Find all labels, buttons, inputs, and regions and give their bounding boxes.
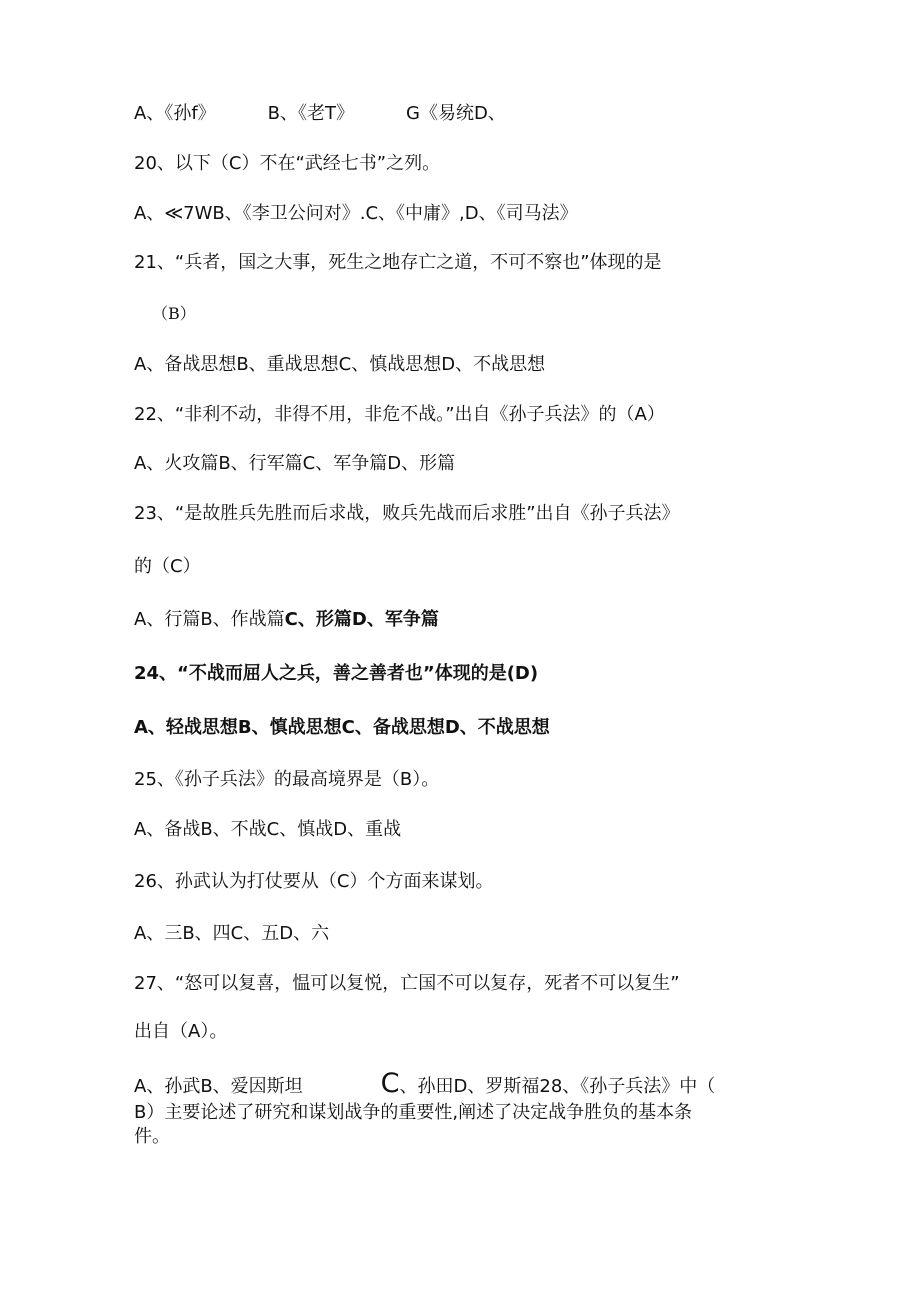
option-b: B、《老T》 — [267, 103, 354, 124]
options-part-1: A、孙武B、爱因斯坦 — [134, 1076, 303, 1097]
answer-options-20: A、≪7WB、《李卫公问对》.C、《中庸》,D、《司马法》 — [134, 203, 578, 224]
question-23: 23、“是故胜兵先胜而后求战，败兵先战而后求胜”出自《孙子兵法》 — [134, 503, 680, 524]
answer-options-21: A、备战思想B、重战思想C、慎战思想D、不战思想 — [134, 354, 546, 375]
question-21: 21、“兵者，国之大事，死生之地存亡之道，不可不察也”体现的是 — [134, 252, 662, 273]
options-regular: A、行篇B、作战篇 — [134, 609, 285, 630]
options-part-2: 、孙田D、罗斯福28、《孙子兵法》中（ — [399, 1076, 716, 1097]
question-26: 26、孙武认为打仗要从（C）个方面来谋划。 — [134, 871, 494, 892]
answer-options-25: A、备战B、不战C、慎战D、重战 — [134, 819, 402, 840]
answer-options-19 — [134, 102, 506, 126]
question-27: 27、“怒可以复喜，愠可以复悦，亡国不可以复存，死者不可以复生” — [134, 973, 680, 994]
answer-options-22: A、火攻篇B、行军篇C、军争篇D、形篇 — [134, 453, 456, 474]
question-23-answer: 的（C） — [134, 556, 201, 577]
answer-options-24: A、轻战思想B、慎战思想C、备战思想D、不战思想 — [134, 717, 550, 738]
question-25: 25、《孙子兵法》的最高境界是（B）。 — [134, 769, 440, 790]
question-22: 22、“非利不动，非得不用，非危不战。”出自《孙子兵法》的（A） — [134, 404, 665, 425]
question-28-end: 件。 — [134, 1126, 170, 1147]
question-24: 24、“不战而屈人之兵，善之善者也”体现的是(D) — [134, 663, 539, 684]
answer-options-26: A、三B、四C、五D、六 — [134, 923, 330, 944]
answer-options-27 — [134, 1068, 716, 1099]
question-21-answer: （B） — [152, 304, 196, 323]
option-c: G《易统D、 — [406, 103, 506, 124]
question-20: 20、以下（C）不在“武经七书”之列。 — [134, 153, 441, 174]
question-28-continued: B）主要论述了研究和谋划战争的重要性,阐述了决定战争胜负的基本条 — [134, 1102, 693, 1123]
option-a: A、《孙f》 — [134, 103, 216, 124]
options-bold: C、形篇D、军争篇 — [284, 609, 439, 630]
question-27-source: 出自（A）。 — [134, 1021, 228, 1042]
option-c-large: C — [380, 1068, 400, 1099]
answer-options-23 — [134, 608, 439, 632]
